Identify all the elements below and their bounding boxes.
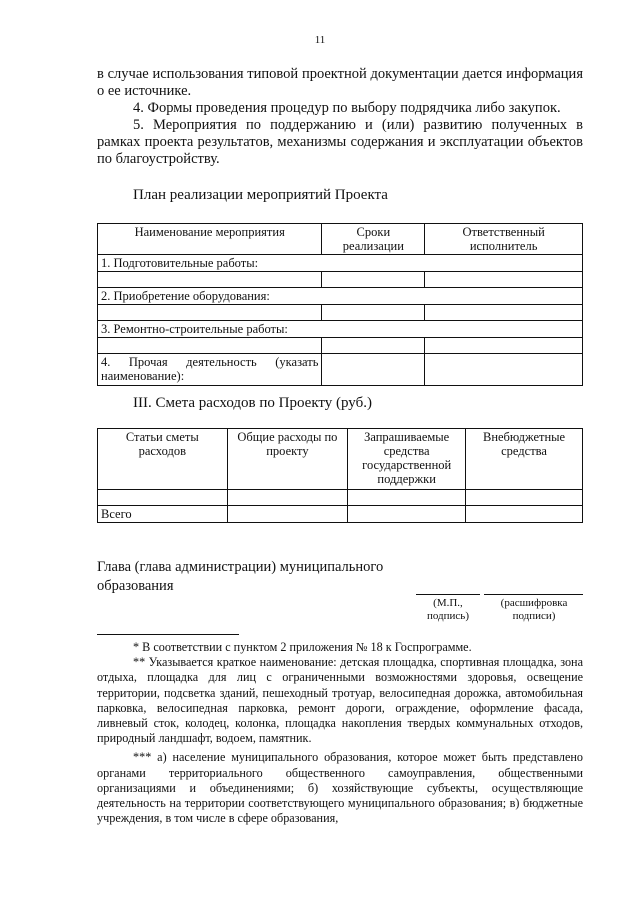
budget-header-items: Статьи сметы расходов [98, 429, 228, 490]
plan-cell [98, 338, 322, 354]
footnotes [97, 640, 583, 826]
plan-blank-row [98, 272, 583, 288]
budget-table [97, 428, 583, 523]
signature-line [416, 594, 480, 595]
budget-header-extrabudget: Внебюджетные средства [466, 429, 583, 490]
footnote-3: *** а) население муниципального образования, которое может быть представлено органами территориального общественного самоуправления, общественными организациями и объединениями; б) хозяйствующие субъекты, осуществляющие деятельность на территории соответствующего муниципального образования; в) бюджетные учреждения, в том числе в сфере образования, [97, 750, 583, 826]
plan-section-row [98, 354, 583, 386]
budget-cell [98, 490, 228, 506]
plan-header-executor: Ответственный исполнитель [425, 224, 583, 255]
footnote-2: ** Указывается краткое наименование: детская площадка, спортивная площадка, зона отдыха, площадка для лиц с ограниченными возможностями здоровья, освещение территории, подсветка зданий, пешеходный тротуар, велосипедная дорожка, автомобильная парковка, велосипедная парковка, ремонт дороги, ограждение, оформление фасада, ливневый сток, колодец, колонка, площадка накопления твердых коммунальных отходов, природный ландшафт, водоем, памятник. [97, 655, 583, 746]
plan-cell [322, 338, 425, 354]
plan-cell [425, 272, 583, 288]
footnote-1: * В соответствии с пунктом 2 приложения № 18 к Госпрограмме. [133, 640, 472, 654]
plan-blank-row [98, 338, 583, 354]
budget-cell [348, 490, 466, 506]
budget-total-label: Всего [98, 506, 228, 523]
plan-cell [322, 272, 425, 288]
plan-section-row [98, 255, 583, 272]
budget-total-row [98, 506, 583, 523]
intro-continuation: в случае использования типовой проектной документации дается информация о ее источнике. [97, 66, 583, 99]
signature-decode-line [484, 594, 583, 595]
plan-header-row [98, 224, 583, 255]
plan-section-3: 3. Ремонтно-строительные работы: [98, 321, 583, 338]
budget-header-requested: Запрашиваемые средства государственной поддержки [348, 429, 466, 490]
plan-section-1: 1. Подготовительные работы: [98, 255, 583, 272]
intro-item-5: 5. Мероприятия по поддержанию и (или) развитию полученных в рамках проекта результатов, механизмы содержания и эксплуатации объектов по благоустройству. [97, 117, 583, 167]
plan-cell [98, 272, 322, 288]
plan-table [97, 223, 583, 386]
plan-header-dates: Сроки реализации [322, 224, 425, 255]
intro-text [97, 66, 583, 168]
budget-header-row [98, 429, 583, 490]
plan-section-row [98, 288, 583, 305]
stamp-signature-label: (М.П., подпись) [426, 597, 469, 622]
budget-table-title: III. Смета расходов по Проекту (руб.) [133, 395, 372, 411]
plan-cell [322, 354, 425, 386]
plan-blank-row [98, 305, 583, 321]
budget-cell [348, 506, 466, 523]
page-number: 11 [314, 34, 326, 46]
plan-cell [425, 354, 583, 386]
plan-cell [425, 305, 583, 321]
budget-cell [466, 506, 583, 523]
plan-header-name: Наименование мероприятия [98, 224, 322, 255]
budget-cell [227, 506, 348, 523]
plan-cell [322, 305, 425, 321]
plan-section-4: 4. Прочая деятельность (указать наименование): [98, 354, 322, 386]
footnote-divider [97, 634, 239, 635]
plan-table-title: План реализации мероприятий Проекта [133, 187, 388, 203]
intro-item-4: 4. Формы проведения процедур по выбору подрядчика либо закупок. [133, 100, 561, 116]
plan-cell [98, 305, 322, 321]
budget-blank-row [98, 490, 583, 506]
signature-decode-label: (расшифровка подписи) [500, 597, 568, 622]
plan-section-row [98, 321, 583, 338]
budget-cell [227, 490, 348, 506]
signer-title: Глава (глава администрации) муниципального образования [97, 559, 384, 594]
plan-cell [425, 338, 583, 354]
budget-header-total: Общие расходы по проекту [227, 429, 348, 490]
plan-section-2: 2. Приобретение оборудования: [98, 288, 583, 305]
budget-cell [466, 490, 583, 506]
